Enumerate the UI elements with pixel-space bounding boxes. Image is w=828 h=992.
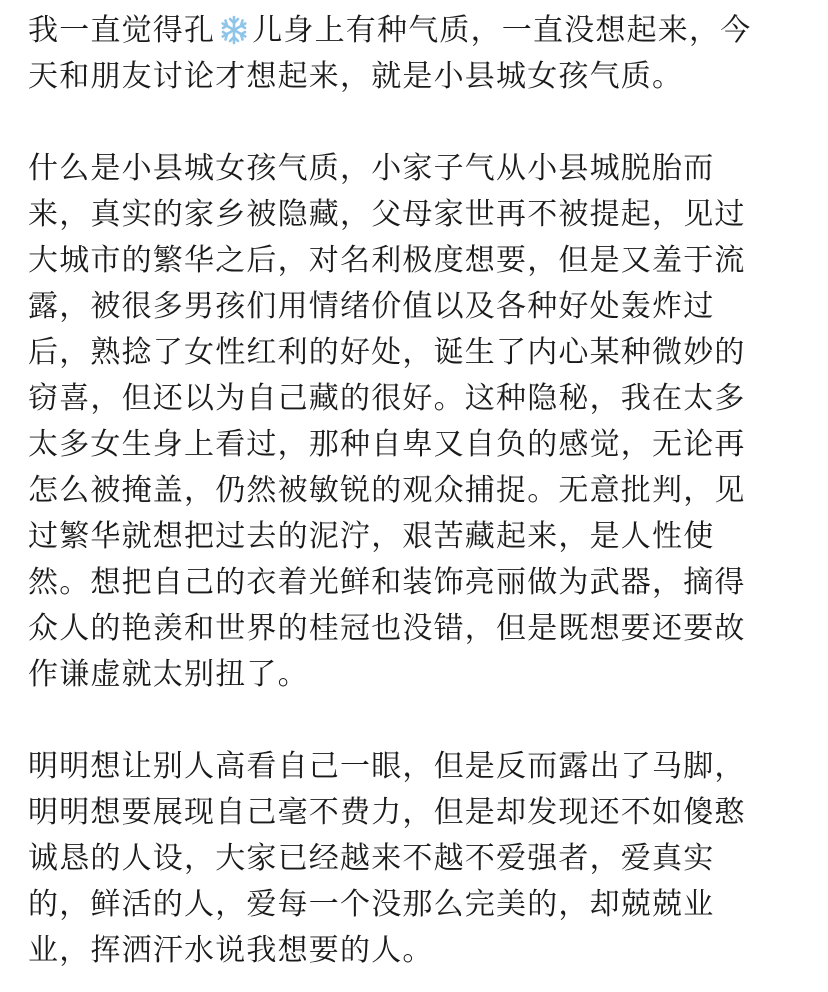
text-line: 大城市的繁华之后，对名利极度想要，但是又羞于流 xyxy=(28,243,746,278)
text-line: 后，熟捻了女性红利的好处，诞生了内心某种微妙的 xyxy=(28,335,746,370)
text-line: 怎么被掩盖，仍然被敏锐的观众捕捉。无意批判，见 xyxy=(28,473,746,508)
paragraph-gap xyxy=(28,698,796,744)
text-line: 作谦虚就太别扭了。 xyxy=(28,657,309,692)
text-line: 业，挥洒汗水说我想要的人。 xyxy=(28,933,434,968)
text-line: 的，鲜活的人，爱每一个没那么完美的，却兢兢业 xyxy=(28,887,715,922)
text-line: 太多女生身上看过，那种自卑又自负的感觉，无论再 xyxy=(28,427,746,462)
text-line: 来，真实的家乡被隐藏，父母家世再不被提起，见过 xyxy=(28,197,746,232)
text-line: 然。想把自己的衣着光鲜和装饰亮丽做为武器，摘得 xyxy=(28,565,746,600)
paragraph-1 xyxy=(28,8,796,100)
text-line: 天和朋友讨论才想起来，就是小县城女孩气质。 xyxy=(28,59,684,94)
text-line: 我一直觉得孔 儿身上有种气质，一直没想起来，今 xyxy=(28,13,752,48)
snowflake-icon xyxy=(219,15,249,45)
text-line: 诚恳的人设，大家已经越来不越不爱强者，爱真实 xyxy=(28,841,715,876)
paragraph-gap xyxy=(28,100,796,146)
text-line: 露，被很多男孩们用情绪价值以及各种好处轰炸过 xyxy=(28,289,715,324)
paragraph-3 xyxy=(28,744,796,974)
paragraph-2 xyxy=(28,146,796,698)
text-line: 过繁华就想把过去的泥泞，艰苦藏起来，是人性使 xyxy=(28,519,715,554)
text-line: 明明想要展现自己毫不费力，但是却发现还不如傻憨 xyxy=(28,795,746,830)
text-line: 明明想让别人高看自己一眼，但是反而露出了马脚， xyxy=(28,749,746,784)
text-line: 什么是小县城女孩气质，小家子气从小县城脱胎而 xyxy=(28,151,715,186)
text-line: 众人的艳羡和世界的桂冠也没错，但是既想要还要故 xyxy=(28,611,746,646)
text-line: 窃喜，但还以为自己藏的很好。这种隐秘，我在太多 xyxy=(28,381,746,416)
